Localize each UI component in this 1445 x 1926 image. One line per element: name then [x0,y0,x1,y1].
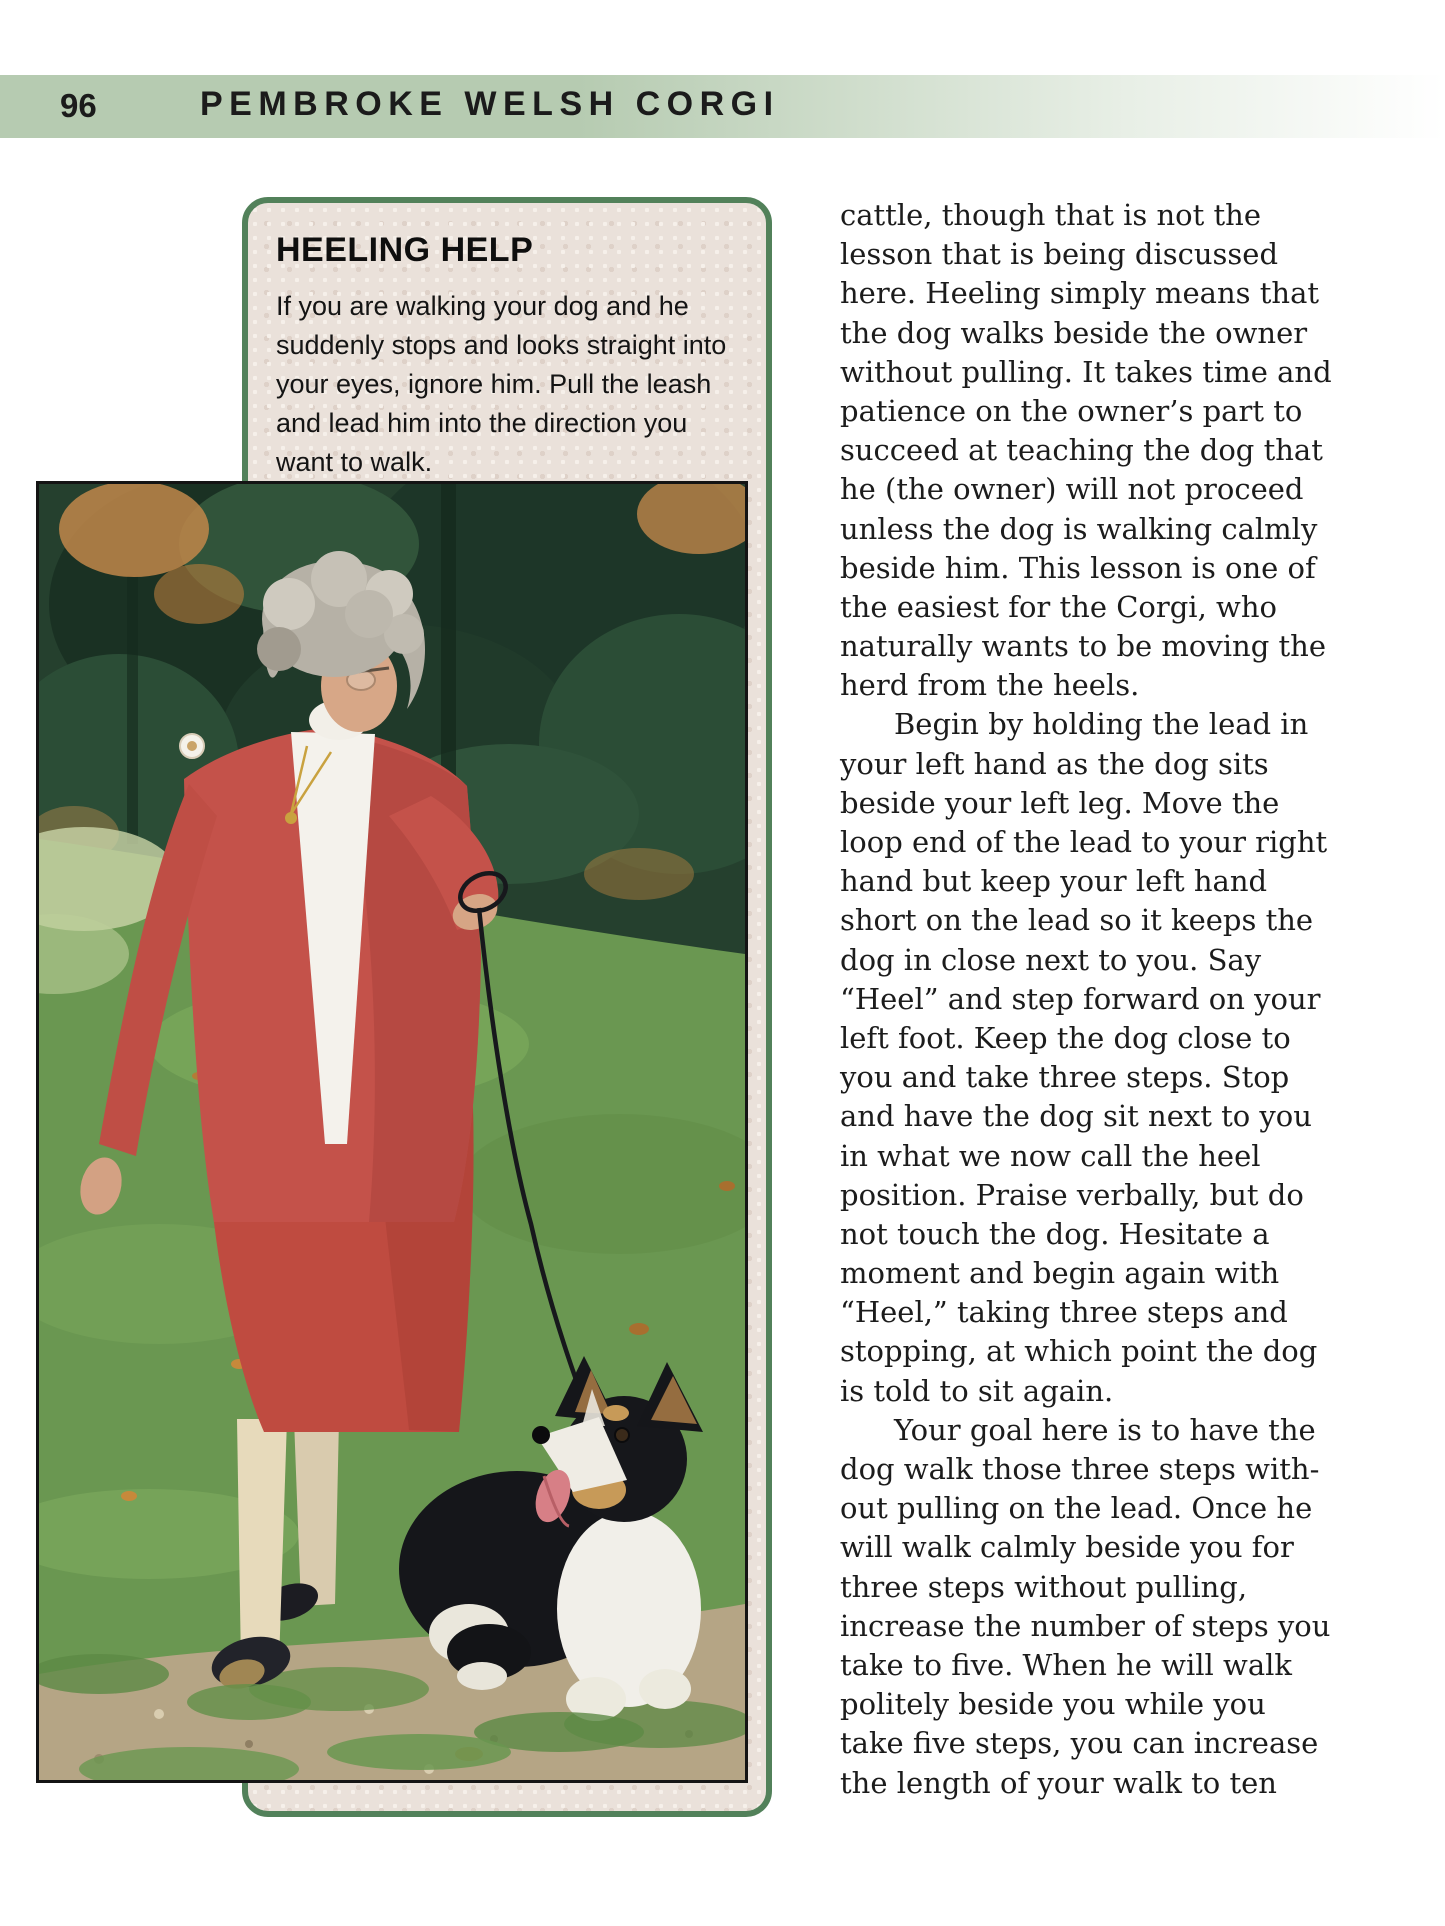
body-line: unless the dog is walking calmly [840,511,1318,546]
body-line: patience on the owner’s part to [840,393,1303,428]
body-line: he (the owner) will not proceed [840,472,1304,507]
body-line: cattle, though that is not the [840,198,1262,232]
header-title: PEMBROKE WELSH CORGI [200,85,780,123]
body-line: out pulling on the lead. Once he [840,1491,1313,1526]
dog-walking-photo-scene [39,484,745,1780]
body-line: beside him. This lesson is one of [840,550,1316,585]
body-line: the easiest for the Corgi, who [840,589,1277,624]
body-line: stopping, at which point the dog [840,1334,1318,1369]
body-line: Your goal here is to have the [894,1412,1316,1447]
body-line: position. Praise verbally, but do [840,1177,1304,1212]
heeling-help-line: and lead him into the direction you [276,408,688,438]
body-line: not touch the dog. Hesitate a [840,1216,1270,1251]
body-line: “Heel” and step forward on your [840,981,1321,1016]
body-line: will walk calmly beside you for [840,1530,1294,1565]
body-line: three steps without pulling, [840,1569,1248,1604]
heeling-help-line: suddenly stops and looks straight into [276,330,727,360]
body-line: take five steps, you can increase [840,1726,1319,1761]
body-line: is told to sit again. [840,1373,1114,1408]
body-line: herd from the heels. [840,668,1140,703]
heeling-help-line: your eyes, ignore him. Pull the leash [276,369,712,399]
heeling-help-title: HEELING HELP [276,231,534,269]
body-line: short on the lead so it keeps the [840,903,1314,938]
body-line: loop end of the lead to your right [840,825,1328,859]
body-line: Begin by holding the lead in [894,707,1309,742]
body-line: your left hand as the dog sits [840,746,1269,781]
body-line: politely beside you while you [840,1687,1266,1722]
heeling-help-line: If you are walking your dog and he [276,291,689,321]
body-line: moment and begin again with [840,1256,1280,1291]
heeling-help-line: want to walk. [276,447,433,477]
body-line: lesson that is being discussed [840,237,1279,272]
body-line: you and take three steps. Stop [840,1060,1290,1095]
body-line: without pulling. It takes time and [840,354,1332,389]
article-column [840,196,1375,1803]
body-line: take to five. When he will walk [840,1647,1292,1682]
page-number: 96 [60,87,97,124]
page-header-band [0,75,1445,138]
body-line: here. Heeling simply means that [840,276,1320,311]
body-line: naturally wants to be moving the [840,629,1326,664]
body-line: left foot. Keep the dog close to [840,1020,1291,1055]
body-line: in what we now call the heel [840,1138,1261,1173]
body-line: the dog walks beside the owner [840,315,1308,350]
dog-walking-photo [36,481,748,1783]
body-line: beside your left leg. Move the [840,785,1280,820]
body-line: increase the number of steps you [840,1608,1331,1643]
body-line: succeed at teaching the dog that [840,433,1323,468]
body-line: hand but keep your left hand [840,864,1268,899]
body-line: dog walk those three steps with- [840,1452,1320,1486]
heeling-help-text [276,287,754,482]
body-line: the length of your walk to ten [840,1765,1277,1800]
body-line: “Heel,” taking three steps and [840,1295,1288,1330]
body-line: dog in close next to you. Say [840,942,1262,977]
body-line: and have the dog sit next to you [840,1099,1312,1134]
